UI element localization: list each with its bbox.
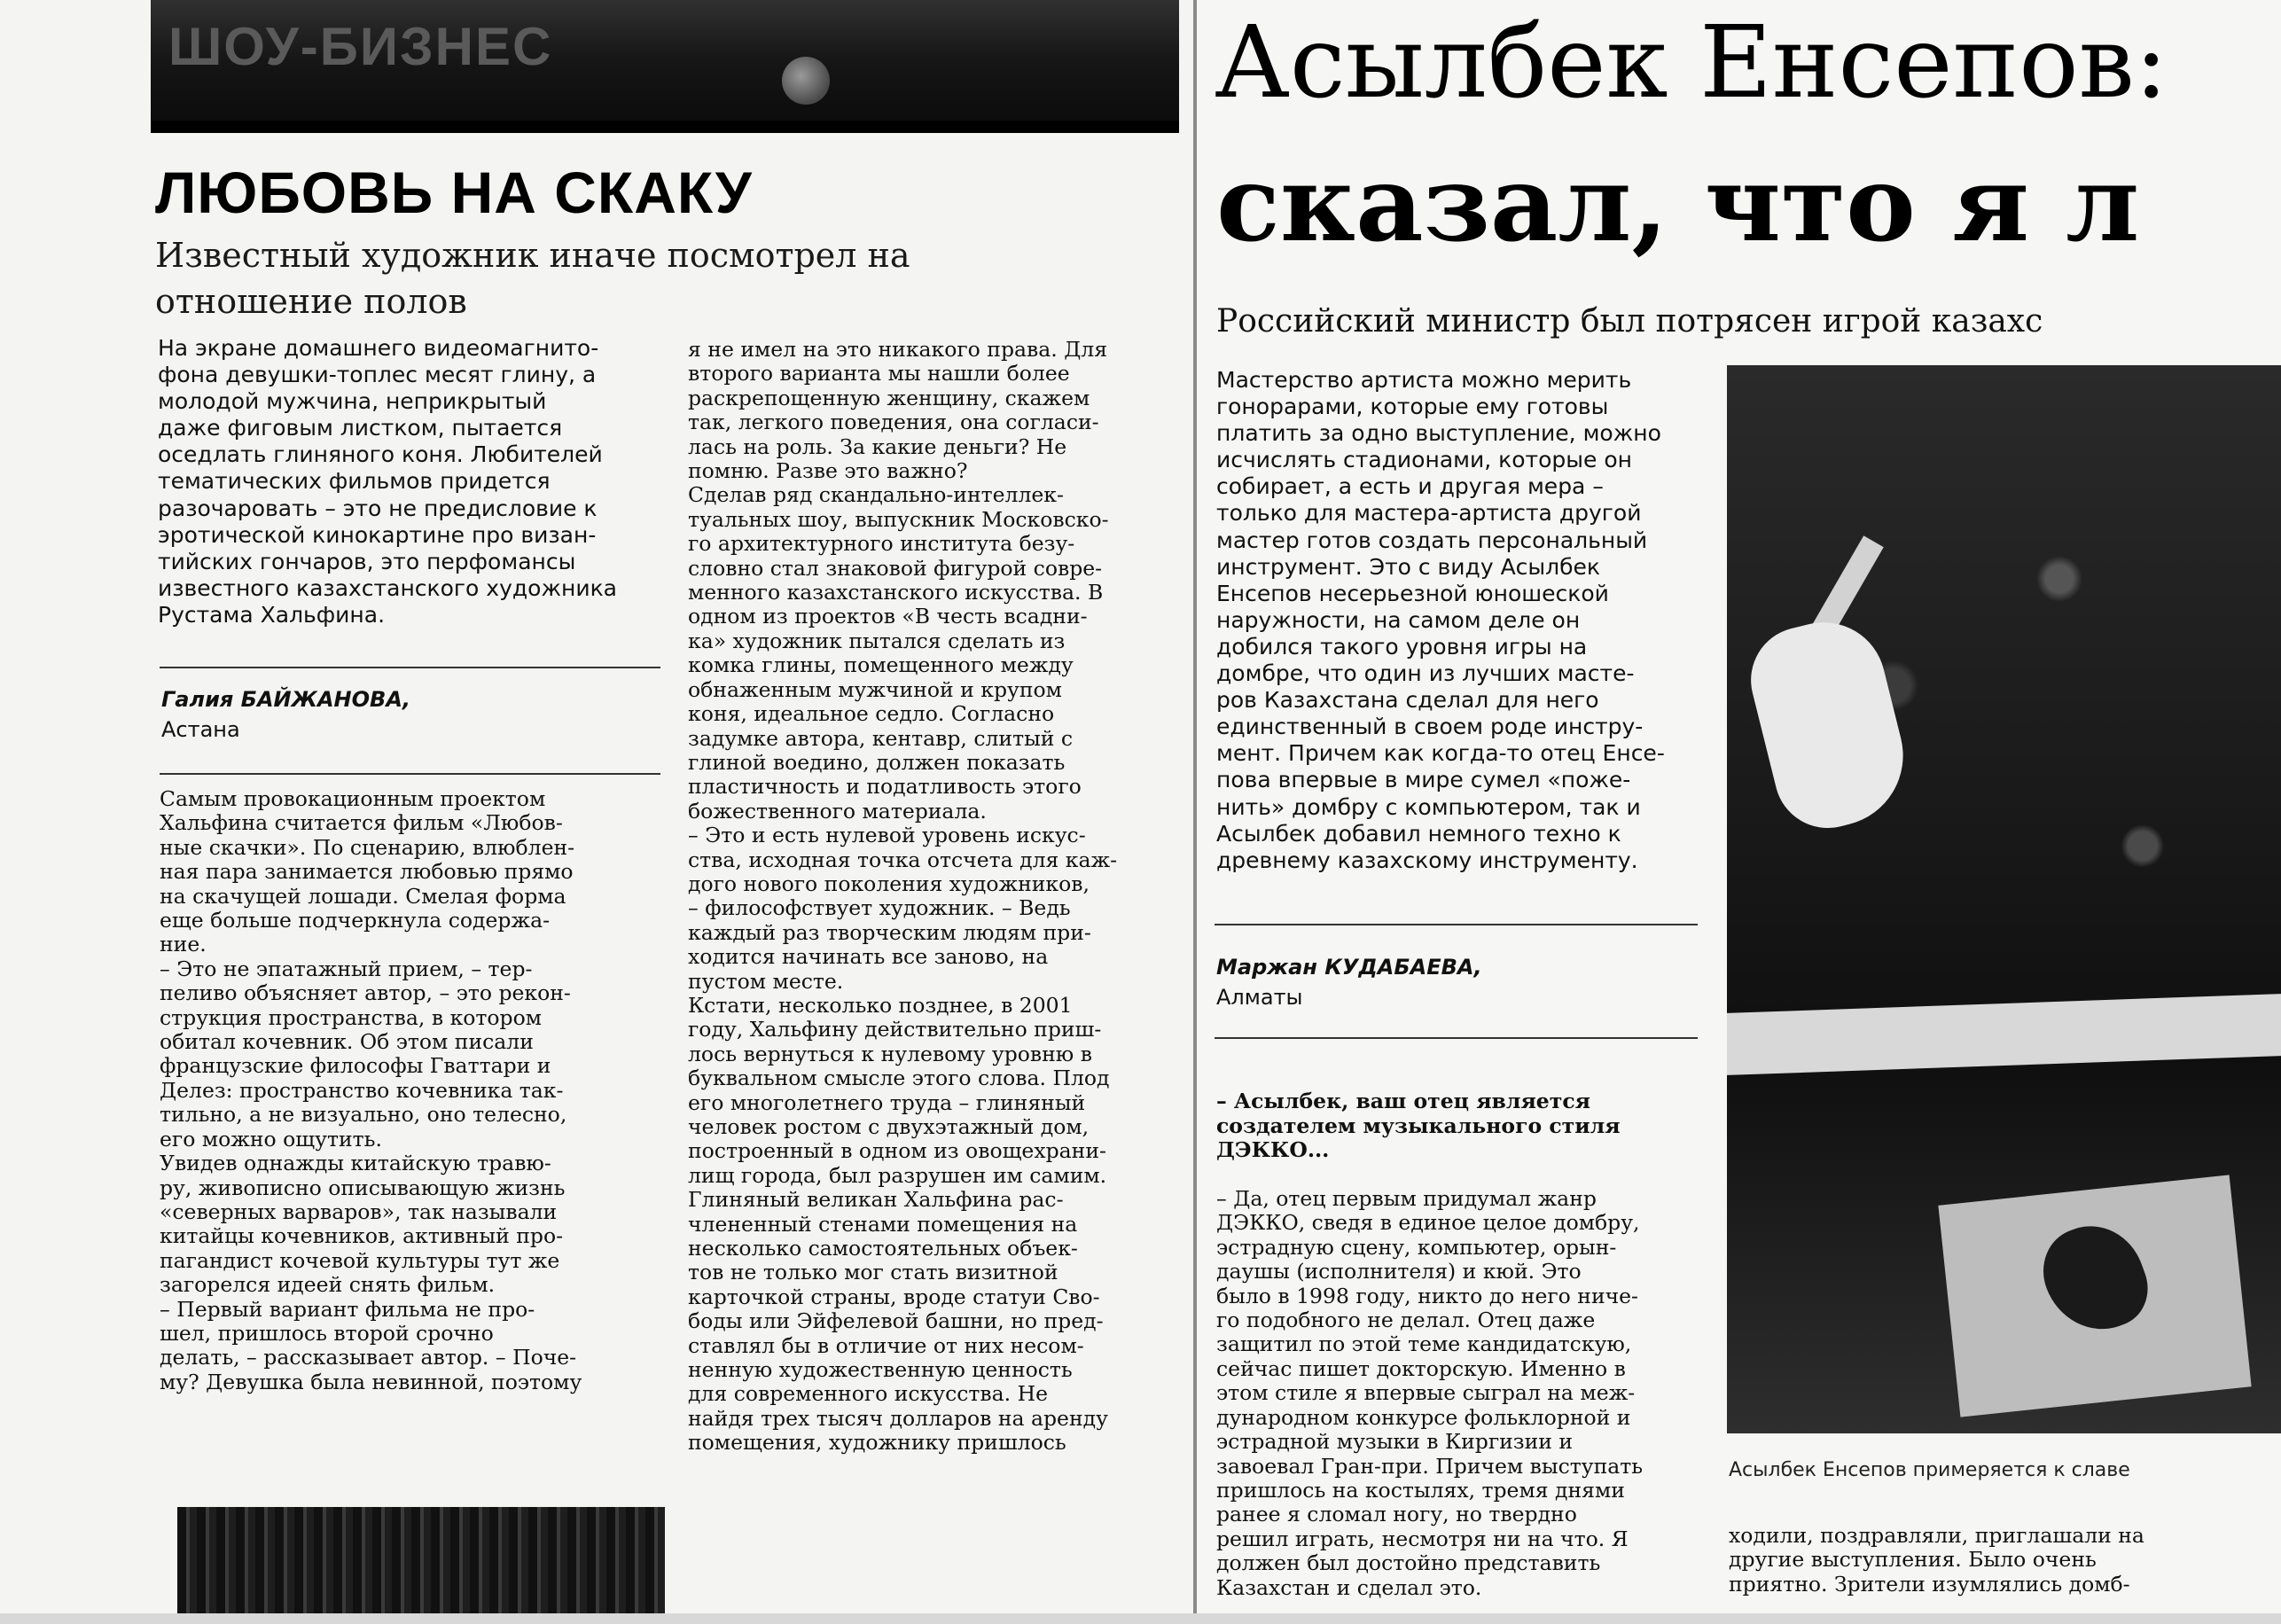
left-author-city: Астана <box>161 717 240 742</box>
right-author-block <box>1216 952 1482 1012</box>
divider <box>1215 1037 1698 1039</box>
photo-caption: Асылбек Енсепов примеряется к славе <box>1729 1459 2130 1481</box>
left-article-title: ЛЮБОВЬ НА СКАКУ <box>155 160 753 225</box>
section-banner <box>151 0 1179 133</box>
left-author-name: Галия БАЙЖАНОВА, <box>161 687 411 712</box>
section-banner-label: ШОУ-БИЗНЕС <box>168 17 553 76</box>
left-article-column-2: я не имел на это никакого права. Для второго варианта мы нашли более раскрепощенную женщину, скажем так, легкого поведения, она согласи- лась на роль. За какие деньги? Не помню. Разве это важно? Сделав ряд скандально-интеллек- туальных шоу, выпускник Московско- го архитектурного института безу- словно стал знаковой фигурой совре- менного казахстанского искусства. В одном из проектов «В честь всадни- ка» художник пытался сделать из комка глины, помещенного между обнаженным мужчиной и крупом коня, идеальное седло. Согласно задумке автора, кентавр, слитый с глиной воедино, должен показать пластичность и податливость этого божественного материала. – Это и есть нулевой уровень искус- ства, исходная точка отсчета для каж- дого нового поколения художников, – философствует художник. – Ведь каждый раз творческим людям при- ходится начинать все заново, на пустом месте. Кстати, несколько позднее, в 2001 году, Хальфину действительно приш- лось вернуться к нулевому уровню в буквальном смысле этого слова. Плод его многолетнего труда – глиняный человек ростом с двухэтажный дом, построенный в одном из овощехрани- лищ города, был разрушен им самим. Глиняный великан Хальфина рас- члененный стенами помещения на несколько самостоятельных объек- тов не только мог стать визитной карточкой страны, вроде статуи Сво- боды или Эйфелевой башни, но пред- ставлял бы в отличие от них несом- ненную художественную ценность для современного искусства. Не найдя трех тысяч долларов на аренду помещения, художнику пришлось <box>688 337 1118 1456</box>
musician-photo <box>1727 365 2281 1433</box>
right-article-title-line-2: сказал, что я л <box>1216 142 2140 265</box>
right-article-column-1 <box>1216 1066 1702 1624</box>
left-article-lead: На экране домашнего видеомагнито- фона девушки-топлес месят глину, а молодой мужчина, неприкрытый даже фиговым листком, пытается оседлать глиняного коня. Любителей тематических фильмов придется разочаровать – это не предисловие к эротической кинокартине про визан- тийских гончаров, это перфомансы известного казахстанского художника Рустама Хальфина. <box>158 335 618 628</box>
right-article-subtitle: Российский министр был потрясен игрой казахс <box>1216 303 2043 340</box>
interview-answer: – Да, отец первым придумал жанр ДЭККО, сведя в единое целое домбру, эстрадную сцену, компьютер, орын- даушы (исполнителя) и кюй. Это было в 1998 году, никто до него ниче- го подобного не делал. Отец даже защитил по этой теме кандидатскую, сейчас пишет докторскую. Именно в этом стиле я впервые сыграл на меж- дународном конкурсе фольклорной и эстрадной музыки в Киргизии и завоевал Гран-при. Причем выступать пришлось на костылях, тремя днями ранее я сломал ногу, но твердно решил играть, несмотря ни на что. Я должен был достойно представить Казахстан и сделал это. <box>1216 1186 1644 1600</box>
right-author-city: Алматы <box>1216 985 1303 1010</box>
left-article-photo <box>177 1507 665 1613</box>
interview-question: – Асылбек, ваш отец является создателем музыкального стиля ДЭККО... <box>1216 1089 1621 1163</box>
right-article-title-line-1: Асылбек Енсепов: <box>1215 5 2168 121</box>
right-author-name: Маржан КУДАБАЕВА, <box>1216 955 1482 980</box>
left-article-subtitle: Известный художник иначе посмотрел на отношение полов <box>155 236 910 321</box>
right-article-lead: Мастерство артиста можно мерить гонорарами, которые ему готовы платить за одно выступление, можно исчислять стадионами, которые он собирает, а есть и другая мера – только для мастера-артиста другой мастер готов создать персональный инструмент. Это с виду Асылбек Енсепов несерьезной юношеской наружности, на самом деле он добился такого уровня игры на домбре, что один из лучших масте- ров Казахстана сделал для него единственный в своем роде инстру- мент. Причем как когда-то отец Енсе- пова впервые в мире сумел «поже- нить» домбру с компьютером, так и Асылбек добавил немного техно к древнему казахскому инструменту. <box>1216 367 1665 873</box>
divider <box>1215 924 1698 925</box>
divider <box>160 773 660 775</box>
right-article-column-2: ходили, поздравляли, приглашали на другие выступления. Было очень приятно. Зрители изумлялись домб- <box>1729 1523 2144 1597</box>
guitar-body <box>1739 609 1918 839</box>
left-article-column-1: Самым провокационным проектом Хальфина считается фильм «Любов- ные скачки». По сценарию, влюблен- ная пара занимается любовью прямо на скачущей лошади. Смелая форма еще больше подчеркнула содержа- ние. – Это не эпатажный прием, – тер- пеливо объясняет автор, – это рекон- струкция пространства, в котором обитал кочевник. Об этом писали французские философы Гваттари и Делез: пространство кочевника так- тильно, а не визуально, оно телесно, его можно ощутить. Увидев однажды китайскую травю- ру, живописно описывающую жизнь «северных варваров», так называли китайцы кочевников, активный про- пагандист кочевой культуры тут же загорелся идеей снять фильм. – Первый вариант фильма не про- шел, пришлось второй срочно делать, – рассказывает автор. – Поче- му? Девушка была невинной, поэтому <box>160 786 582 1394</box>
floor-stripe <box>1727 994 2281 1075</box>
divider <box>160 667 660 668</box>
banner-rivet-icon <box>782 57 830 105</box>
banner-stripe <box>151 121 1179 133</box>
left-author-block <box>161 684 410 745</box>
